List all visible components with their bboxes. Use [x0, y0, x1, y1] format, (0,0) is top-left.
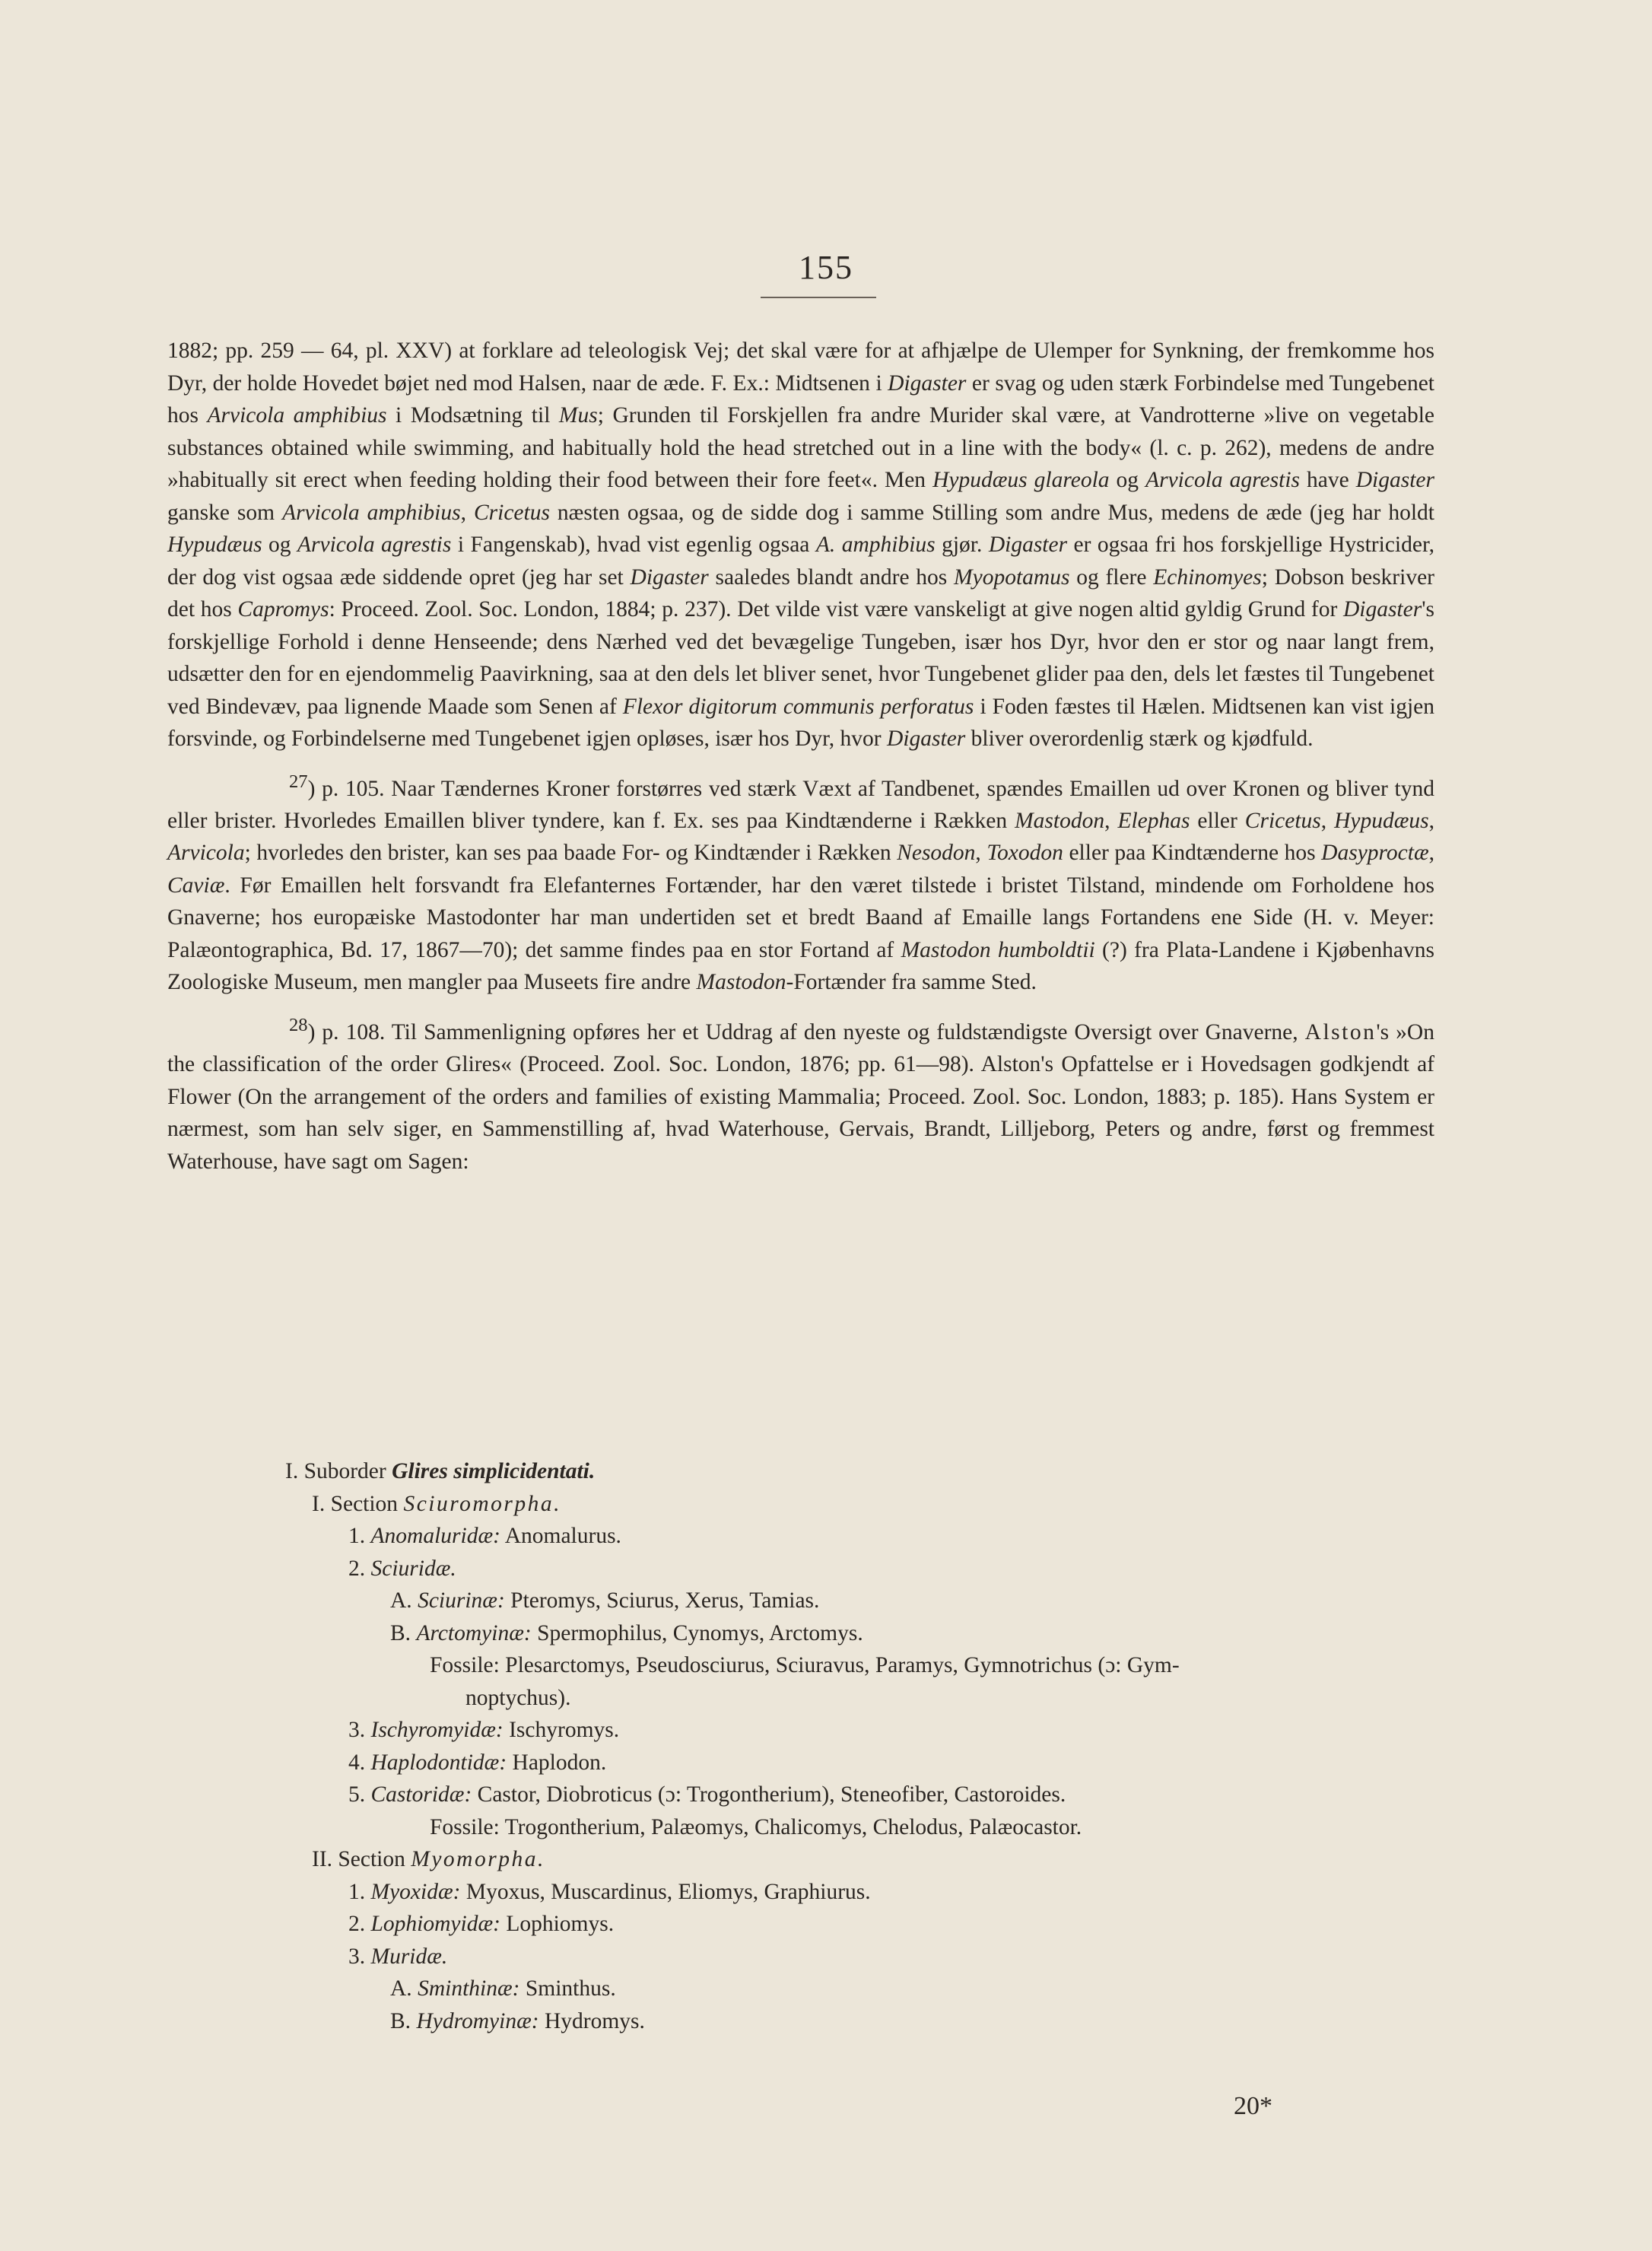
outline-line: A. Sciurinæ: Pteromys, Sciurus, Xerus, Tamias. — [390, 1588, 820, 1613]
signature-mark: 20* — [1234, 2092, 1272, 2120]
body-text — [167, 335, 1434, 1178]
outline-line: B. Hydromyinæ: Hydromys. — [390, 2008, 645, 2033]
outline-line: Fossile: Plesarctomys, Pseudosciurus, Sciuravus, Paramys, Gymnotrichus (ɔ: Gym- — [430, 1653, 1180, 1677]
outline-line: 2. Sciuridæ. — [348, 1556, 456, 1581]
outline-line: II. Section Myomorpha. — [312, 1847, 545, 1871]
outline-line: I. Suborder Glires simplicidentati. — [285, 1459, 596, 1483]
outline-line: 4. Haplodontidæ: Haplodon. — [348, 1750, 607, 1775]
outline-line: 5. Castoridæ: Castor, Diobroticus (ɔ: Trogontherium), Steneofiber, Castoroides. — [348, 1782, 1066, 1807]
outline-line: Fossile: Trogontherium, Palæomys, Chalicomys, Chelodus, Palæocastor. — [430, 1814, 1082, 1839]
outline-line: 3. Muridæ. — [348, 1944, 448, 1969]
outline-line: 2. Lophiomyidæ: Lophiomys. — [348, 1912, 615, 1936]
paragraph-continuation: 1882; pp. 259 — 64, pl. XXV) at forklare ad teleologisk Vej; det skal være for at afhjælpe de Ulemper for Synkning, der fremkomme hos Dyr, der holde Hovedet bøjet ned mod Halsen, naar de æde. F. Ex.: Midtsenen i Digaster er svag og uden stærk Forbindelse med Tungebenet hos Arvicola amphibius i Modsætning til Mus; Grunden til Forskjellen fra andre Murider skal være, at Vandrotterne »live on vegetable substances obtained while swimming, and habitually hold the head stretched out in a line with the body« (l. c. p. 262), medens de andre »habitually sit erect when feeding holding their food between their fore feet«. Men Hypudæus glareola og Arvicola agrestis have Digaster ganske som Arvicola amphibius, Cricetus næsten ogsaa, og de sidde dog i samme Stilling som andre Mus, medens de æde (jeg har holdt Hypudæus og Arvicola agrestis i Fangenskab), hvad vist egenlig ogsaa A. amphibius gjør. Digaster er ogsaa fri hos forskjellige Hystricider, der dog vist ogsaa æde siddende opret (jeg har set Digaster saaledes blandt andre hos Myopotamus og flere Echinomyes; Dobson beskriver det hos Capromys: Proceed. Zool. Soc. London, 1884; p. 237). Det vilde vist være vanskeligt at give nogen altid gyldig Grund for Digaster's forskjellige Forhold i denne Henseende; dens Nærhed ved det bevægelige Tungeben, især hos Dyr, hvor den er stor og naar langt frem, udsætter den for en ejendommelig Paavirkning, saa at den dels let bliver senet, hvor Tungebenet glider paa den, dels let fæstes til Tungebenet ved Bindevæv, paa lignende Maade som Senen af Flexor digitorum communis perforatus i Foden fæstes til Hælen. Midtsenen kan vist igjen forsvinde, og Forbindelserne med Tungebenet igjen opløses, især hos Dyr, hvor Digaster bliver overordenlig stærk og kjødfuld. — [167, 339, 1435, 751]
outline-line: B. Arctomyinæ: Spermophilus, Cynomys, Arctomys. — [390, 1620, 863, 1645]
classification-outline — [167, 1455, 1434, 2037]
outline-line: 3. Ischyromyidæ: Ischyromys. — [348, 1718, 620, 1742]
outline-line: 1. Anomaluridæ: Anomalurus. — [348, 1524, 621, 1548]
footnote-27: $^{27}$) p. 105. Naar Tændernes Kroner forstørres ved stærk Væxt af Tandbenet, spændes Emaillen ud over Kronen og bliver tynd eller brister. Hvorledes Emaillen bliver tyndere, kan f. Ex. ses paa Kindtænderne i Rækken Mastodon, Elephas eller Cricetus, Hypudæus, Arvicola; hvorledes den brister, kan ses paa baade For- og Kindtænder i Rækken Nesodon, Toxodon eller paa Kindtænderne hos Dasyproctæ, Caviæ. Før Emaillen helt forsvandt fra Elefanternes Fortænder, har den været tilstede i bristet Tilstand, mindende om Forholdene hos Gnaverne; hos europæiske Mastodonter har man undertiden set et bredt Baand af Emaille langs Fortandens ene Side (H. v. Meyer: Palæontographica, Bd. 17, 1867—70); det samme findes paa en stor Fortand af Mastodon humboldtii (?) fra Plata-Landene i Kjøbenhavns Zoologiske Museum, men mangler paa Museets fire andre Mastodon-Fortænder fra samme Sted. — [167, 771, 1435, 995]
footnote-28: $^{28}$) p. 108. Til Sammenligning opføres her et Uddrag af den nyeste og fuldstændigste Oversigt over Gnaverne, Alston's »On the classification of the order Glires« (Proceed. Zool. Soc. London, 1876; pp. 61—98). Alston's Opfattelse er i Hovedsagen godkjendt af Flower (On the arrangement of the orders and families of existing Mammalia; Proceed. Zool. Soc. London, 1883; p. 185). Hans System er nærmest, som han selv siger, en Sammenstilling af, hvad Waterhouse, Gervais, Brandt, Lilljeborg, Peters og andre, først og fremmest Waterhouse, have sagt om Sagen: — [167, 1014, 1434, 1174]
header-rule — [761, 297, 876, 298]
outline-line: noptychus). — [465, 1685, 571, 1710]
outline-line: I. Section Sciuromorpha. — [312, 1491, 562, 1516]
page-number: 155 — [799, 249, 853, 286]
outline-line: 1. Myoxidæ: Myoxus, Muscardinus, Eliomys, Graphiurus. — [348, 1879, 871, 1904]
outline-line: A. Sminthinæ: Sminthus. — [390, 1976, 616, 2001]
